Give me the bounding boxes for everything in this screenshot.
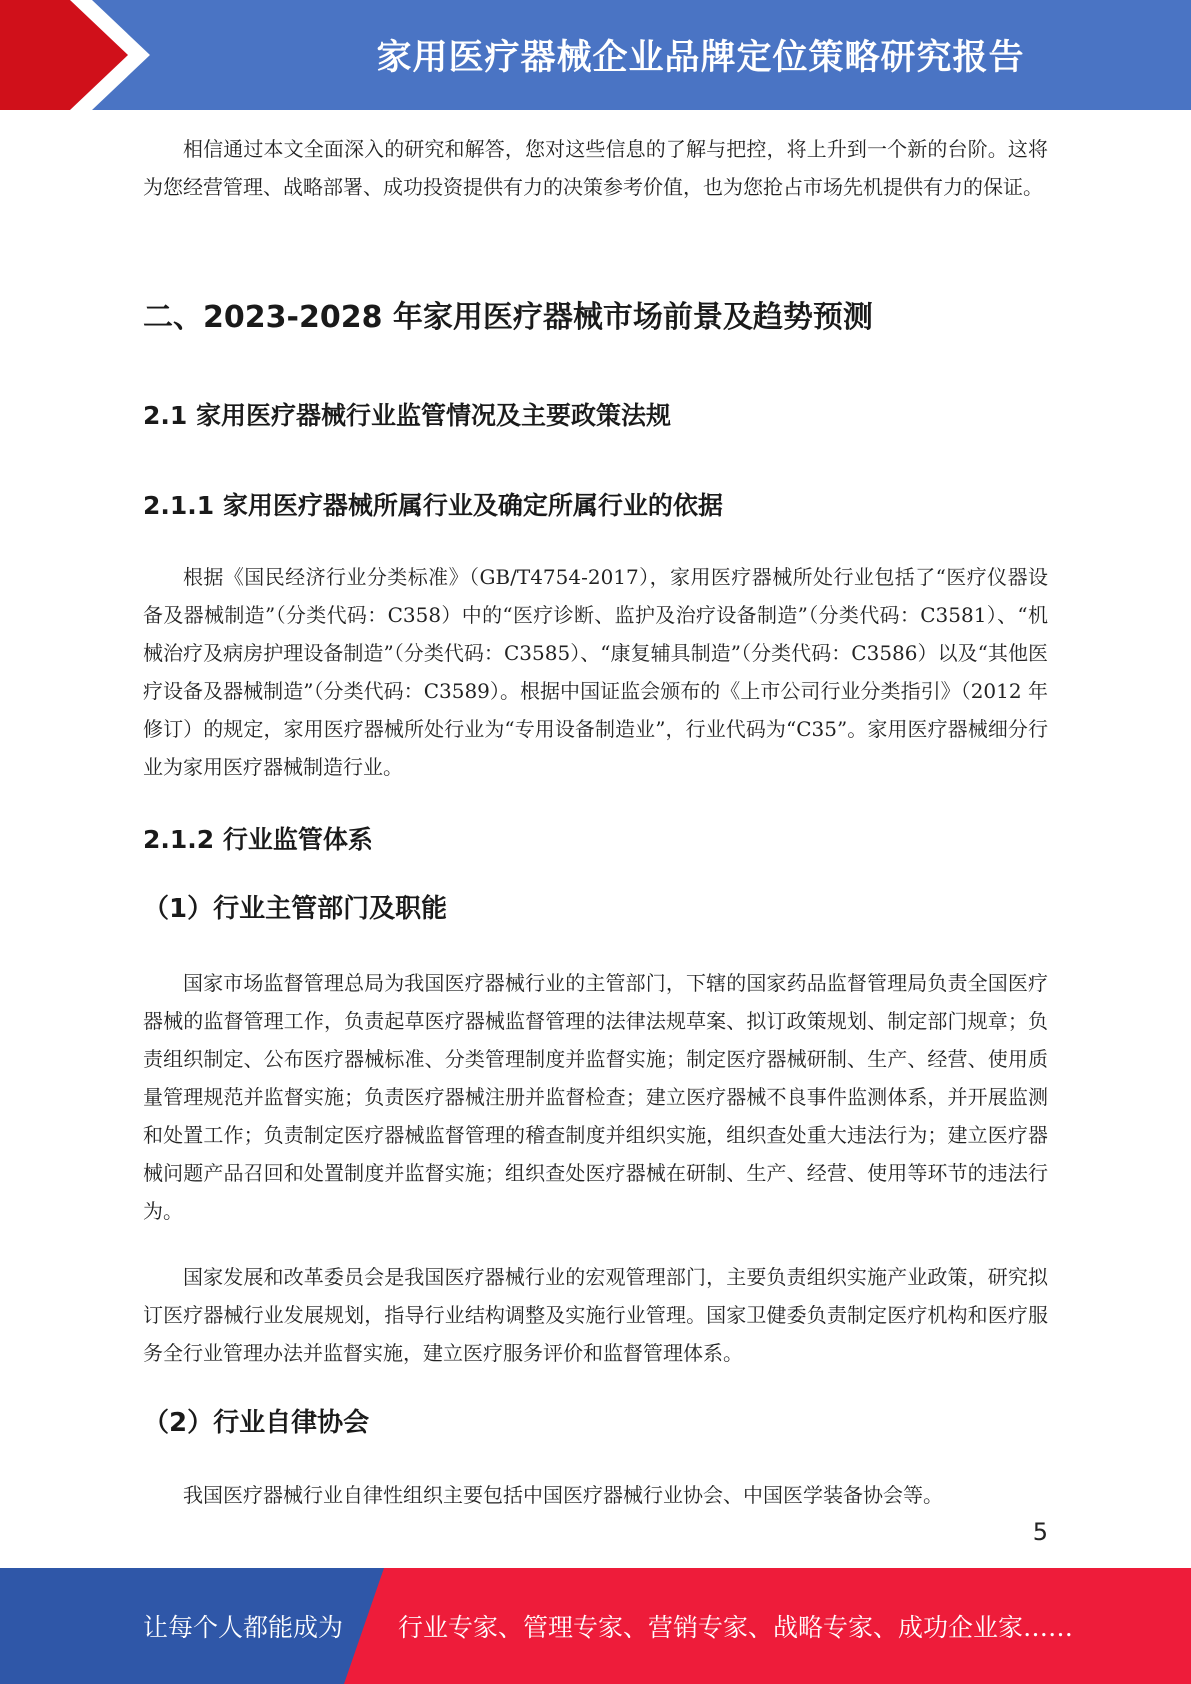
section-heading: 二、2023-2028 年家用医疗器械市场前景及趋势预测 [143, 300, 873, 335]
industry-classification-block [143, 558, 1048, 786]
footer-slogan-right: 行业专家、管理专家、营销专家、战略专家、成功企业家…… [398, 1613, 1074, 1642]
subsubsection-heading: 2.1.2 行业监管体系 [143, 825, 373, 854]
page-footer [0, 1568, 1191, 1684]
part-heading: （1）行业主管部门及职能 [143, 894, 448, 924]
regulator-paragraph-1: 国家市场监督管理总局为我国医疗器械行业的主管部门，下辖的国家药品监督管理局负责全国医疗器械的监督管理工作，负责起草医疗器械监督管理的法律法规草案、拟订政策规划、制定部门规章；负责组织制定、公布医疗器械标准、分类管理制度并监督实施；制定医疗器械研制、生产、经营、使用质量管理规范并监督实施；负责医疗器械注册并监督检查；建立医疗器械不良事件监测体系，并开展监测和处置工作；负责制定医疗器械监督管理的稽查制度并组织实施，组织查处重大违法行为；建立医疗器械问题产品召回和处置制度并监督实施；组织查处医疗器械在研制、生产、经营、使用等环节的违法行为。 [143, 971, 1048, 1223]
regulator-block-1 [143, 964, 1048, 1230]
part-heading: （2）行业自律协会 [143, 1408, 370, 1438]
intro-block [143, 130, 1048, 206]
regulator-block-2 [143, 1258, 1048, 1372]
subsubsection-heading: 2.1.1 家用医疗器械所属行业及确定所属行业的依据 [143, 491, 723, 520]
intro-paragraph: 相信通过本文全面深入的研究和解答，您对这些信息的了解与把控，将上升到一个新的台阶。这将为您经营管理、战略部署、成功投资提供有力的决策参考价值，也为您抢占市场先机提供有力的保证。 [143, 137, 1048, 199]
subsection-heading: 2.1 家用医疗器械行业监管情况及主要政策法规 [143, 401, 671, 430]
association-block [143, 1476, 1048, 1514]
association-paragraph: 我国医疗器械行业自律性组织主要包括中国医疗器械行业协会、中国医学装备协会等。 [183, 1483, 943, 1507]
page-number: 5 [1032, 1518, 1048, 1546]
page-header [0, 0, 1191, 110]
footer-slogan-left: 让每个人都能成为 [143, 1613, 344, 1642]
report-title: 家用医疗器械企业品牌定位策略研究报告 [376, 38, 1025, 78]
industry-classification-paragraph: 根据《国民经济行业分类标准》（GB/T4754-2017），家用医疗器械所处行业包括了“医疗仪器设备及器械制造”（分类代码：C358）中的“医疗诊断、监护及治疗设备制造”（分类代码：C3581）、“机械治疗及病房护理设备制造”（分类代码：C3585）、“康复辅具制造”（分类代码：C3586）以及“其他医疗设备及器械制造”（分类代码：C3589）。根据中国证监会颁布的《上市公司行业分类指引》（2012 年修订）的规定，家用医疗器械所处行业为“专用设备制造业”，行业代码为“C35”。家用医疗器械细分行业为家用医疗器械制造行业。 [143, 565, 1048, 779]
regulator-paragraph-2: 国家发展和改革委员会是我国医疗器械行业的宏观管理部门，主要负责组织实施产业政策，研究拟订医疗器械行业发展规划，指导行业结构调整及实施行业管理。国家卫健委负责制定医疗机构和医疗服务全行业管理办法并监督实施，建立医疗服务评价和监督管理体系。 [143, 1265, 1048, 1365]
